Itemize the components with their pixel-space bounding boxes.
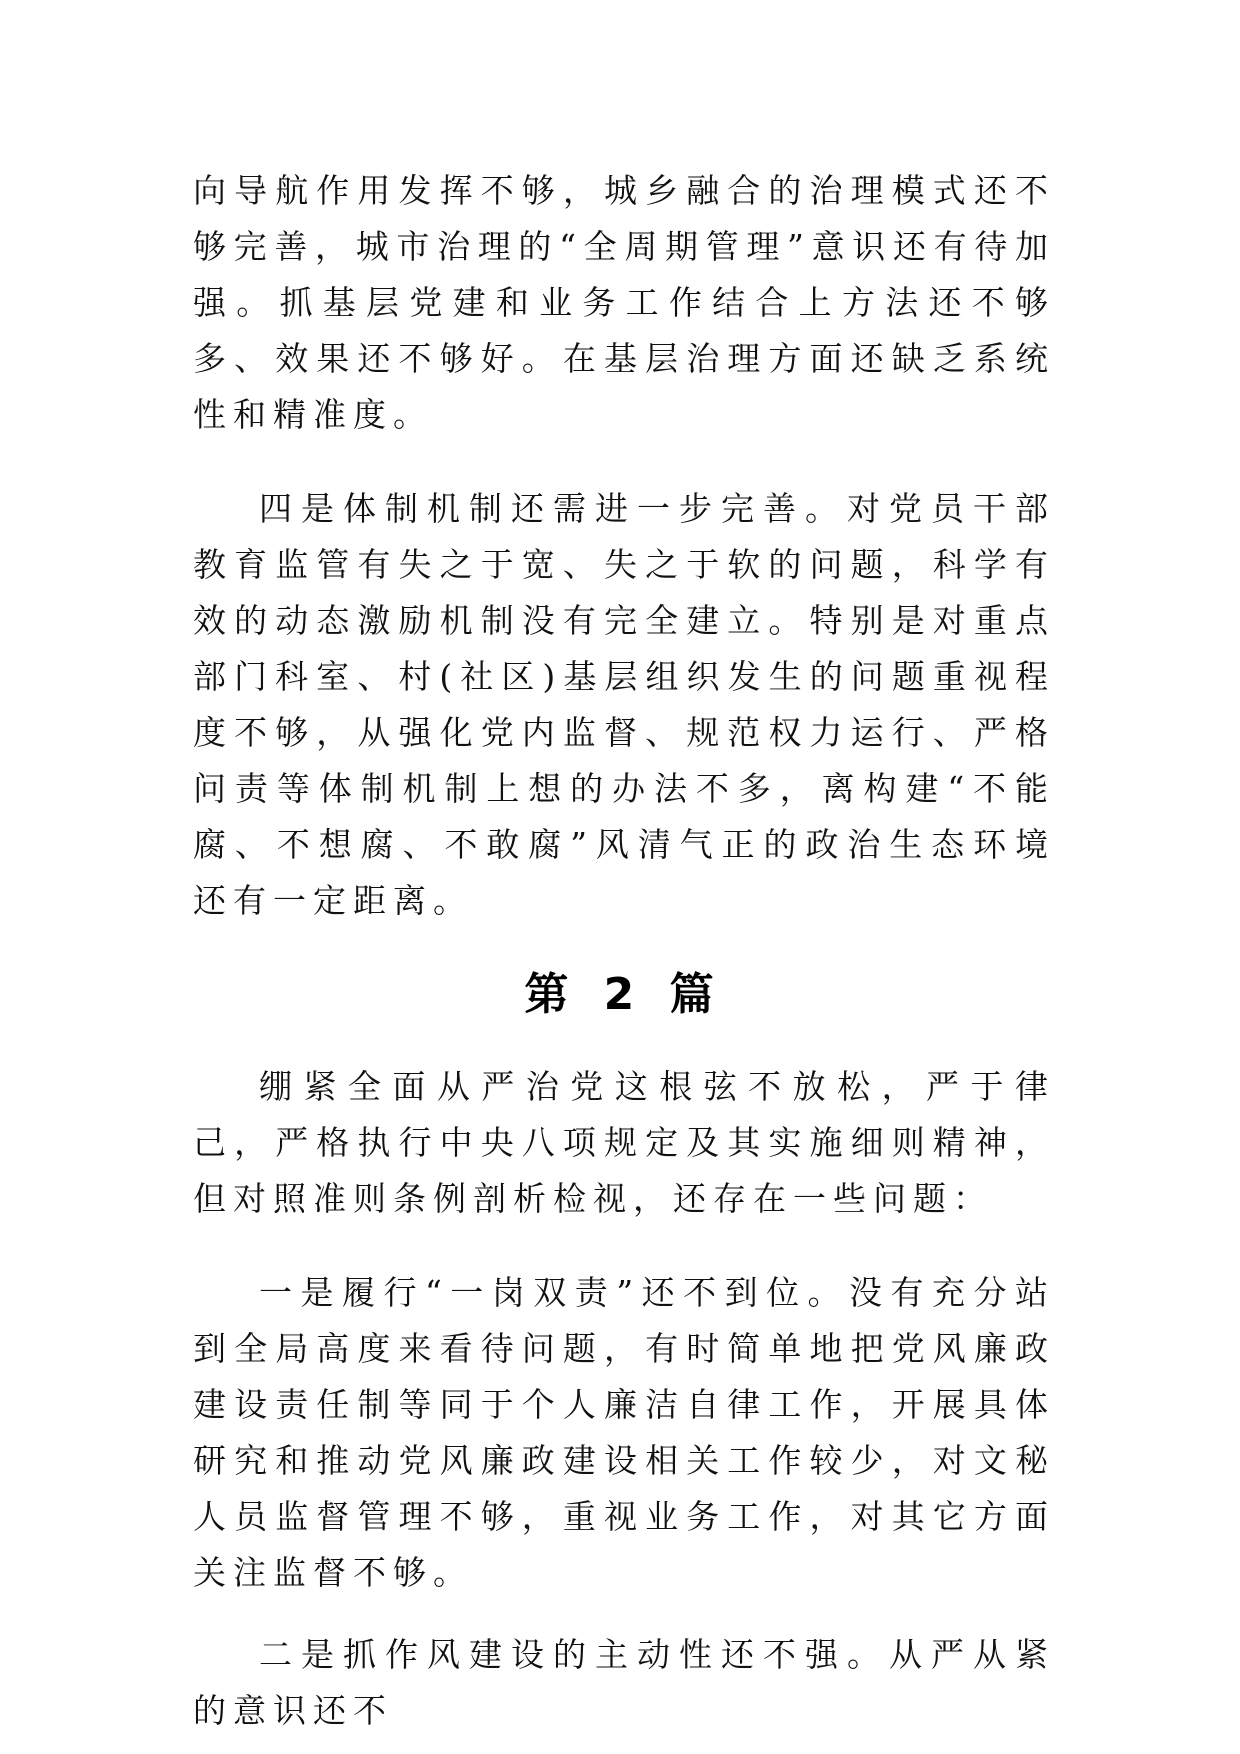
paragraph-institutional-mechanisms: 四是体制机制还需进一步完善。对党员干部教育监管有失之于宽、失之于软的问题，科学有效的动态激励机制没有完全建立。特别是对重点部门科室、村(社区)基层组织发生的问题重视程度不够，从强化党内监督、规范权力运行、严格问责等体制机制上想的办法不多，离构建“不能腐、不想腐、不敢腐”风清气正的政治生态环境还有一定距离。	[193, 489, 1055, 920]
paragraph-governance-continued: 向导航作用发挥不够，城乡融合的治理模式还不够完善，城市治理的“全周期管理”意识还有待加强。抓基层党建和业务工作结合上方法还不够多、效果还不够好。在基层治理方面还缺乏系统性和精准度。	[193, 171, 1055, 434]
paragraph-intro: 绷紧全面从严治党这根弦不放松，严于律己，严格执行中央八项规定及其实施细则精神，但对照准则条例剖析检视，还存在一些问题：	[193, 1067, 1055, 1218]
document-body	[193, 163, 1055, 1739]
section-heading: 第 2 篇	[524, 969, 724, 1020]
paragraph-point-two: 二是抓作风建设的主动性还不强。从严从紧的意识还不	[193, 1635, 1055, 1730]
paragraph-point-one: 一是履行“一岗双责”还不到位。没有充分站到全局高度来看待问题，有时简单地把党风廉政建设责任制等同于个人廉洁自律工作，开展具体研究和推动党风廉政建设相关工作较少，对文秘人员监督管理不够，重视业务工作，对其它方面关注监督不够。	[193, 1273, 1055, 1592]
